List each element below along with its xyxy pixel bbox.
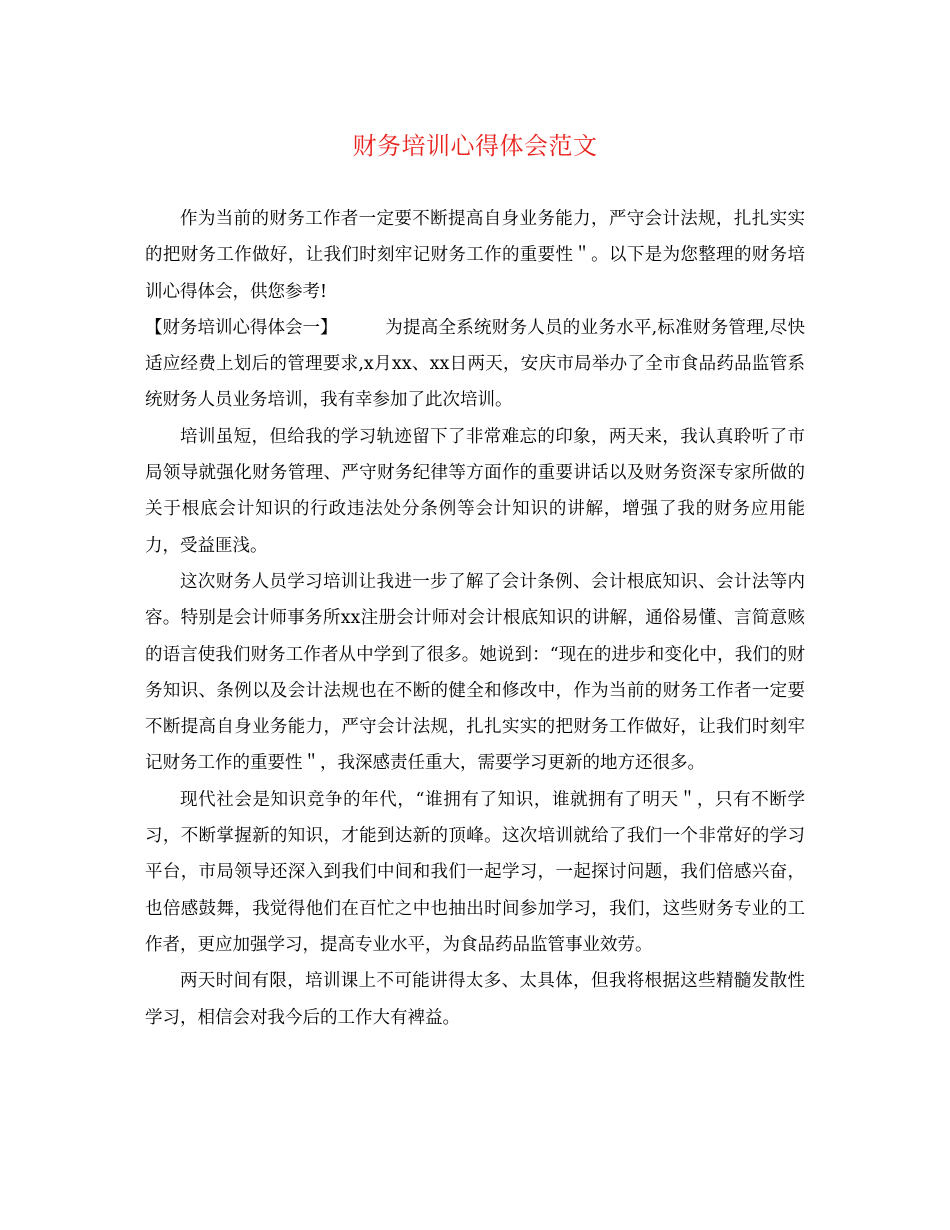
section-heading: 【财务培训心得体会一】 [145, 317, 338, 338]
document-body [145, 201, 805, 1036]
intro-paragraph: 作为当前的财务工作者一定要不断提高自身业务能力，严守会计法规，扎扎实实的把财务工作做好，让我们时刻牢记财务工作的重要性＂。以下是为您整理的财务培训心得体会，供您参考! [145, 209, 805, 302]
body-paragraph: 培训虽短，但给我的学习轨迹留下了非常难忘的印象，两天来，我认真聆听了市局领导就强化财务管理、严守财务纪律等方面作的重要讲话以及财务资深专家所做的关于根底会计知识的行政违法处分条例等会计知识的讲解，增强了我的财务应用能力，受益匪浅。 [145, 426, 805, 556]
body-paragraph: 这次财务人员学习培训让我进一步了解了会计条例、会计根底知识、会计法等内容。特别是会计师事务所xx注册会计师对会计根底知识的讲解，通俗易懂、言简意赅的语言使我们财务工作者从中学到了很多。她说到：“现在的进步和变化中，我们的财务知识、条例以及会计法规也在不断的健全和修改中，作为当前的财务工作者一定要不断提高自身业务能力，严守会计法规，扎扎实实的把财务工作做好，让我们时刻牢记财务工作的重要性＂，我深感责任重大，需要学习更新的地方还很多。 [145, 571, 805, 774]
body-paragraph: 两天时间有限，培训课上不可能讲得太多、太具体，但我将根据这些精髓发散性学习，相信会对我今后的工作大有裨益。 [145, 971, 805, 1028]
document-title: 财务培训心得体会范文 [352, 132, 598, 160]
body-paragraph: 现代社会是知识竞争的年代，“谁拥有了知识，谁就拥有了明天＂，只有不断学习，不断掌握新的知识，才能到达新的顶峰。这次培训就给了我们一个非常好的学习平台，市局领导还深入到我们中间和我们一起学习，一起探讨问题，我们倍感兴奋，也倍感鼓舞，我觉得他们在百忙之中也抽出时间参加学习，我们，这些财务专业的工作者，更应加强学习，提高专业水平，为食品药品监管事业效劳。 [145, 789, 805, 955]
section-first-text: 为提高全系统财务人员的业务水平,标准财务管理,尽快适应经费上划后的管理要求,x月xx、xx日两天，安庆市局举办了全市食品药品监管系统财务人员业务培训，我有幸参加了此次培训。 [145, 317, 805, 411]
section-first-paragraph [145, 310, 805, 419]
